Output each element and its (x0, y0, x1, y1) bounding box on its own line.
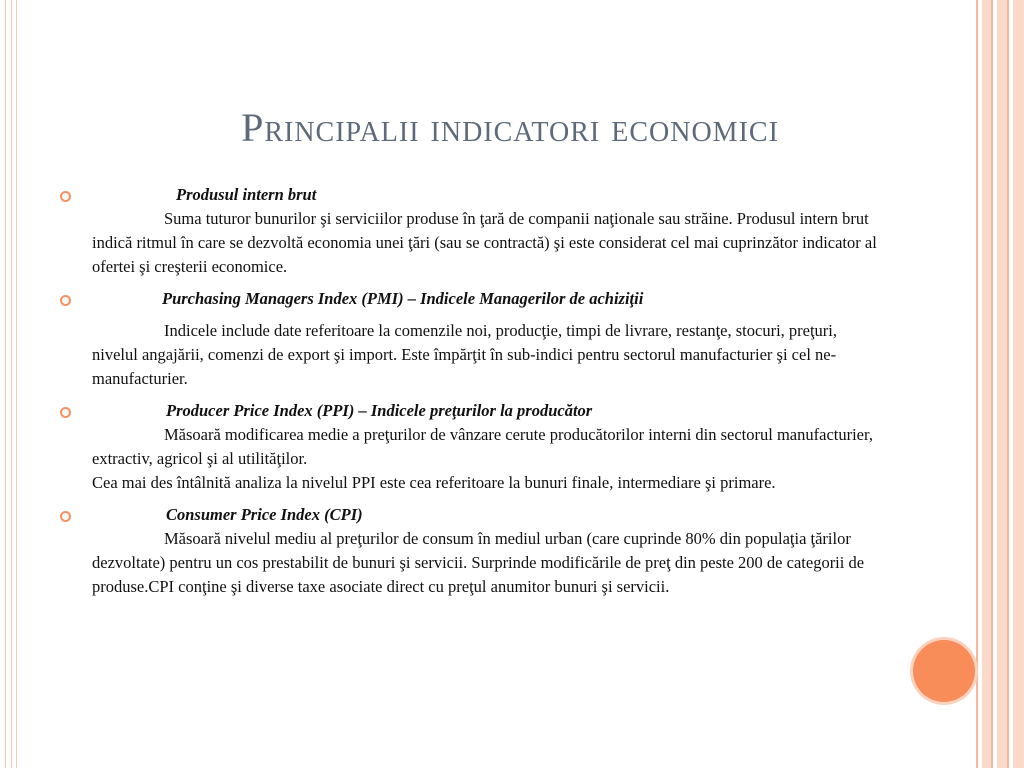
item-paragraph: Măsoară modificarea medie a preţurilor de vânzare cerute producătorilor interni din sectorul manufacturier, extractiv, agricol şi al utilităţilor. (92, 425, 873, 468)
right-decorative-stripe (1013, 0, 1024, 768)
right-decorative-stripe (991, 0, 993, 768)
left-border-line (11, 0, 12, 768)
item-heading: Produsul intern brut (176, 185, 317, 204)
bullet-ring-icon (60, 511, 71, 522)
bullet-ring-icon (60, 191, 71, 202)
list-item-cpi (92, 503, 882, 599)
item-heading: Producer Price Index (PPI) – Indicele preţurilor la producător (166, 401, 593, 420)
item-paragraph: Indicele include date referitoare la comenzile noi, producţie, timpi de livrare, restanţe, stocuri, preţuri, nivelul angajării, comenzi de export şi import. Este împărţit în sub-indici pentru sectorul manufacturier şi cel ne-manufacturier. (92, 321, 838, 388)
item-paragraph: Suma tuturor bunurilor şi serviciilor produse în ţară de companii naţionale sau străine. Produsul intern brut indică ritmul în care se dezvoltă economia unei ţări (sau se contractă) şi este considerat cel mai cuprinzător indicator al ofertei şi creşterii economice. (92, 209, 877, 276)
left-border-line (5, 0, 6, 768)
item-heading: Purchasing Managers Index (PMI) – Indicele Managerilor de achiziţii (162, 289, 644, 308)
decorative-circle-icon (913, 640, 975, 702)
bullet-ring-icon (60, 407, 71, 418)
item-heading: Consumer Price Index (CPI) (166, 505, 363, 524)
bullet-ring-icon (60, 295, 71, 306)
item-paragraph: Cea mai des întâlnită analiza la nivelul PPI este cea referitoare la bunuri finale, intermediare şi primare. (92, 473, 776, 492)
list-item-pib (92, 183, 882, 279)
bullet-list (92, 183, 882, 599)
right-decorative-stripe (997, 0, 1007, 768)
list-item-ppi (92, 399, 882, 495)
item-paragraph: Măsoară nivelul mediu al preţurilor de consum în mediul urban (care cuprinde 80% din populaţia ţărilor dezvoltate) pentru un cos prestabilit de bunuri şi servicii. Surprinde modificările de preţ din peste 200 de categorii de produse.CPI conţine şi diverse taxe asociate direct cu preţul anumitor bunuri şi servicii. (92, 529, 865, 596)
slide-title: Principalii indicatori economici (241, 105, 779, 150)
right-decorative-stripe (1007, 0, 1009, 768)
left-border-line (16, 0, 17, 768)
right-decorative-stripe (982, 0, 991, 768)
right-decorative-stripe (976, 0, 978, 768)
list-item-pmi (92, 287, 882, 391)
